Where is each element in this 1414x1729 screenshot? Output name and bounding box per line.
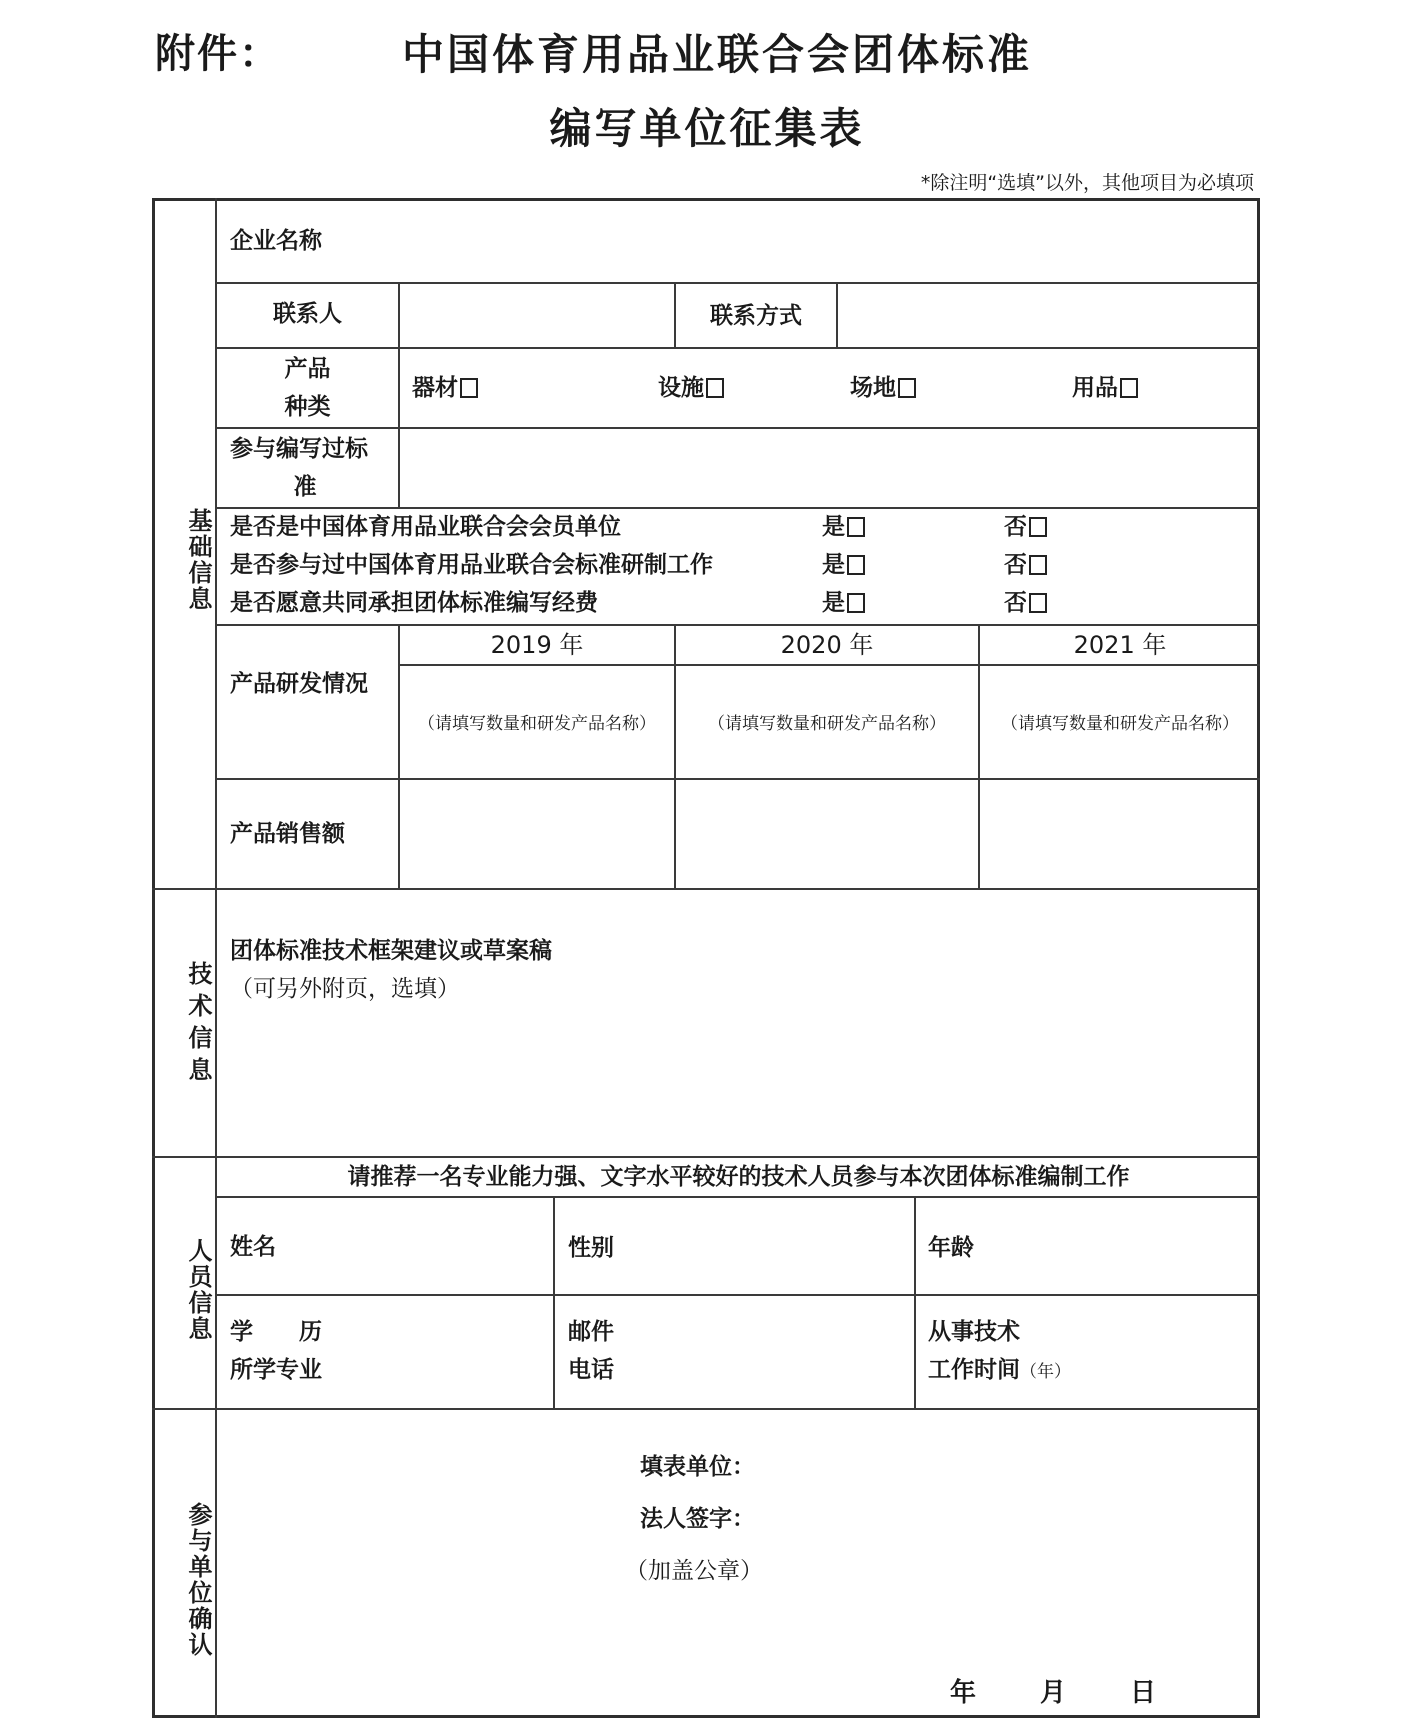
- rd-2020-field[interactable]: （请填写数量和研发产品名称）: [708, 714, 946, 734]
- date-year-label: 年: [950, 1678, 977, 1708]
- yes-option[interactable]: 是: [822, 508, 865, 546]
- standards-field[interactable]: [402, 431, 1256, 503]
- checkbox-icon[interactable]: [1029, 555, 1047, 575]
- legal-signature-label: 法人签字：: [640, 1506, 755, 1532]
- checkbox-icon[interactable]: [847, 517, 865, 537]
- year-2019: 2019 年: [490, 631, 584, 659]
- question-funding: 是否愿意共同承担团体标准编写经费: [230, 590, 598, 616]
- tech-framework-field[interactable]: [219, 1012, 1256, 1152]
- year-2021: 2021 年: [1073, 631, 1167, 659]
- sales-2019-field[interactable]: [402, 782, 672, 886]
- contact-person-label: 联系人: [273, 301, 342, 327]
- standards-label-line2: 准: [293, 474, 317, 500]
- option-facility[interactable]: 设施: [658, 369, 724, 407]
- age-label: 年龄: [928, 1235, 974, 1261]
- option-supplies[interactable]: 用品: [1072, 369, 1138, 407]
- company-name-label: 企业名称: [230, 228, 322, 254]
- checkbox-icon[interactable]: [1120, 378, 1138, 398]
- phone-label: 电话: [568, 1357, 614, 1383]
- section-person-info: 人员信息: [184, 1238, 212, 1342]
- standards-label-line1: 参与编写过标: [230, 436, 368, 462]
- rd-2019-field[interactable]: （请填写数量和研发产品名称）: [418, 714, 656, 734]
- attachment-label: 附件：: [155, 31, 281, 77]
- person-recommend-header: 请推荐一名专业能力强、文字水平较好的技术人员参与本次团体标准编制工作: [347, 1164, 1130, 1190]
- company-name-field[interactable]: [330, 205, 1250, 277]
- section-tech-info: 技术信息: [184, 961, 212, 1089]
- checkbox-icon[interactable]: [898, 378, 916, 398]
- sales-2021-field[interactable]: [982, 782, 1256, 886]
- form-title-line1: 中国体育用品业联合会团体标准: [401, 30, 1032, 79]
- product-type-label-line2: 种类: [284, 394, 331, 420]
- required-note: *除注明“选填”以外，其他项目为必填项: [920, 172, 1254, 194]
- contact-method-label: 联系方式: [710, 303, 802, 329]
- checkbox-icon[interactable]: [847, 593, 865, 613]
- no-option[interactable]: 否: [1004, 584, 1047, 622]
- contact-method-field[interactable]: [840, 286, 1256, 344]
- contact-person-field[interactable]: [402, 286, 672, 344]
- rd-2021-field[interactable]: （请填写数量和研发产品名称）: [1001, 714, 1239, 734]
- question-member: 是否是中国体育用品业联合会会员单位: [230, 514, 621, 540]
- section-basic-info: 基础信息: [184, 508, 212, 612]
- sales-label: 产品销售额: [230, 821, 345, 847]
- name-label: 姓名: [230, 1234, 276, 1260]
- no-option[interactable]: 否: [1004, 508, 1047, 546]
- work-time-label-line1: 从事技术: [928, 1319, 1020, 1345]
- checkbox-icon[interactable]: [847, 555, 865, 575]
- option-venue[interactable]: 场地: [850, 369, 916, 407]
- tech-framework-label: 团体标准技术框架建议或草案稿: [230, 938, 552, 964]
- section-confirm: 参与单位确认: [184, 1502, 212, 1658]
- tech-optional-note: （可另外附页，选填）: [230, 976, 460, 1002]
- sales-2020-field[interactable]: [678, 782, 976, 886]
- option-equipment[interactable]: 器材: [412, 369, 478, 407]
- gender-label: 性别: [568, 1235, 614, 1261]
- no-option[interactable]: 否: [1004, 546, 1047, 584]
- rd-label: 产品研发情况: [230, 671, 368, 697]
- official-seal-note: （加盖公章）: [625, 1558, 763, 1584]
- checkbox-icon[interactable]: [1029, 517, 1047, 537]
- date-day-label: 日: [1130, 1678, 1157, 1708]
- email-label: 邮件: [568, 1319, 614, 1345]
- date-month-label: 月: [1040, 1678, 1067, 1708]
- major-label: 所学专业: [230, 1357, 322, 1383]
- question-research: 是否参与过中国体育用品业联合会标准研制工作: [230, 552, 713, 578]
- work-time-unit: （年）: [1020, 1362, 1071, 1382]
- checkbox-icon[interactable]: [460, 378, 478, 398]
- checkbox-icon[interactable]: [1029, 593, 1047, 613]
- yes-option[interactable]: 是: [822, 584, 865, 622]
- education-label: 学 历: [230, 1319, 322, 1345]
- form-title-line2: 编写单位征集表: [549, 104, 865, 153]
- product-type-label-line1: 产品: [284, 356, 331, 382]
- filling-unit-label: 填表单位：: [640, 1454, 755, 1480]
- checkbox-icon[interactable]: [706, 378, 724, 398]
- yes-option[interactable]: 是: [822, 546, 865, 584]
- year-2020: 2020 年: [780, 631, 874, 659]
- work-time-label-line2: 工作时间: [928, 1357, 1020, 1383]
